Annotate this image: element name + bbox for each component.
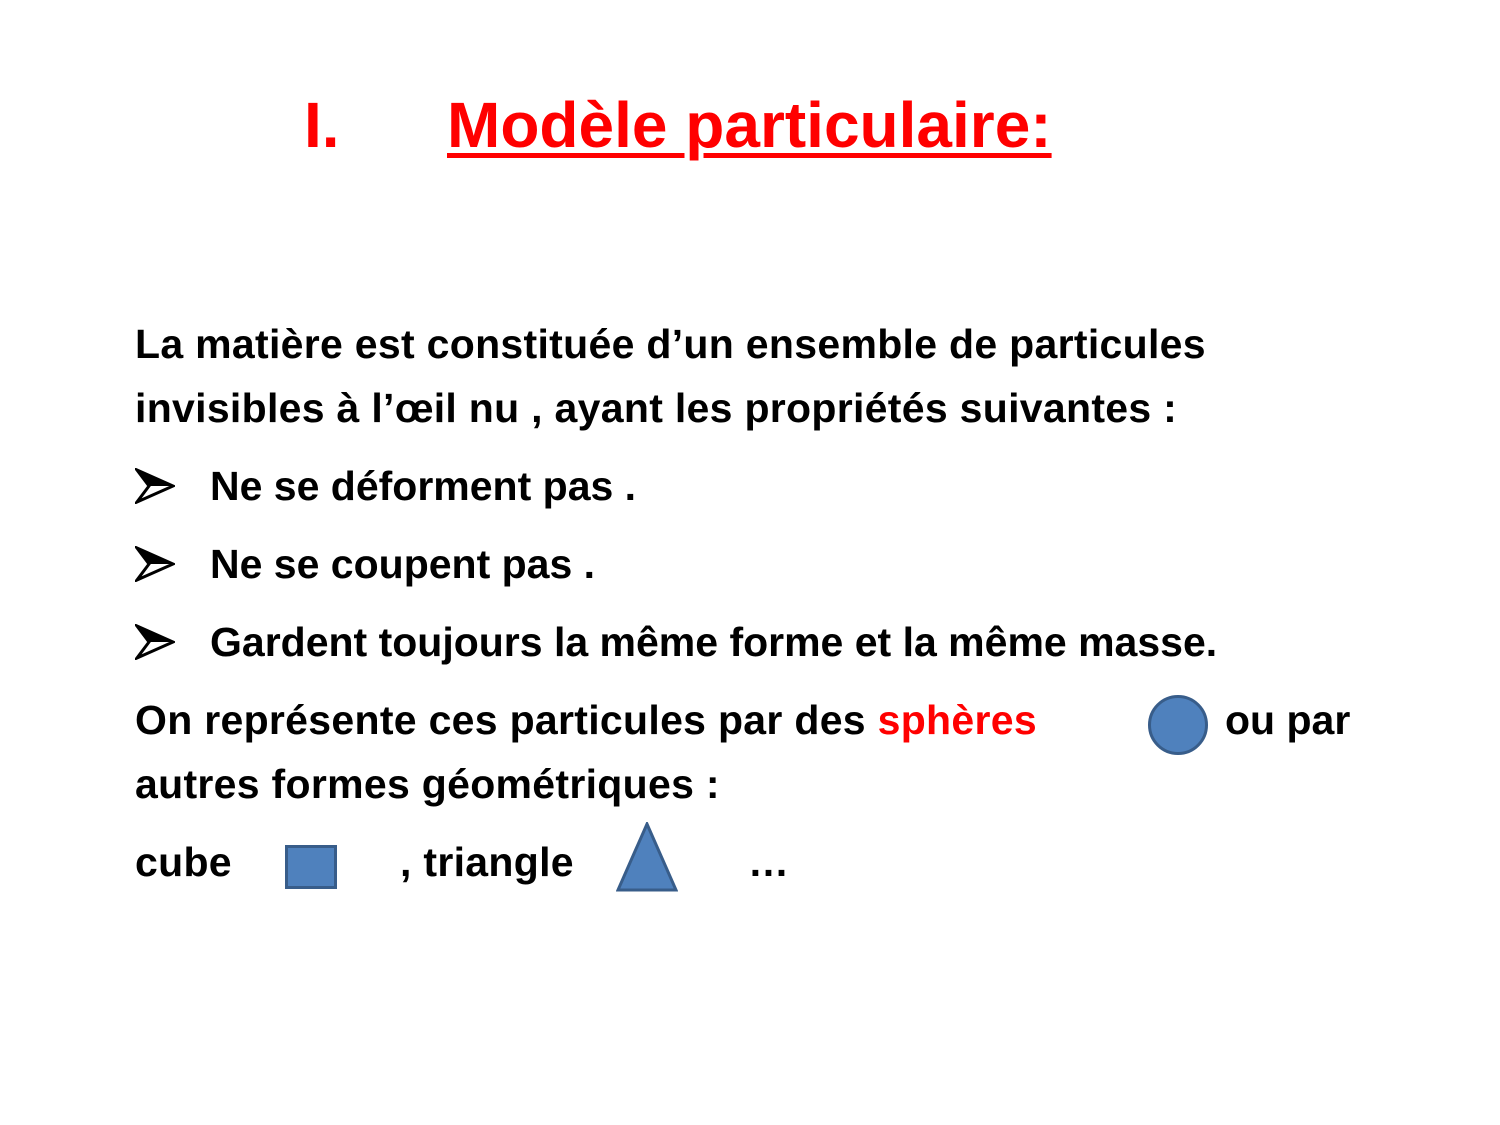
title-number: I. xyxy=(304,89,340,161)
circle-shape-icon xyxy=(1147,694,1209,756)
ellipsis: … xyxy=(748,839,790,885)
intro-paragraph xyxy=(135,312,1206,440)
arrow-bullet-icon xyxy=(135,468,175,504)
arrow-bullet-icon xyxy=(135,624,175,660)
spheres-highlight: sphères xyxy=(877,697,1037,743)
square-shape-icon xyxy=(285,845,337,889)
cube-label: cube xyxy=(135,839,232,885)
property-label: Ne se coupent pas . xyxy=(210,541,596,587)
representation-line-1 xyxy=(135,688,1037,752)
representation-line-2: autres formes géométriques : xyxy=(135,761,720,807)
title-text: Modèle particulaire: xyxy=(447,89,1052,161)
property-label: Gardent toujours la même forme et la même masse. xyxy=(210,619,1218,665)
triangle-label: , triangle xyxy=(400,839,574,885)
intro-line-1: La matière est constituée d’un ensemble de particules xyxy=(135,321,1206,367)
triangle-shape-icon xyxy=(616,822,678,892)
property-label: Ne se déforment pas . xyxy=(210,463,637,509)
representation-suffix: ou par xyxy=(1225,697,1351,743)
arrow-bullet-icon xyxy=(135,546,175,582)
intro-line-2: invisibles à l’œil nu , ayant les propriétés suivantes : xyxy=(135,385,1178,431)
representation-prefix: On représente ces particules par des xyxy=(135,697,878,743)
slide-title xyxy=(0,88,1500,178)
